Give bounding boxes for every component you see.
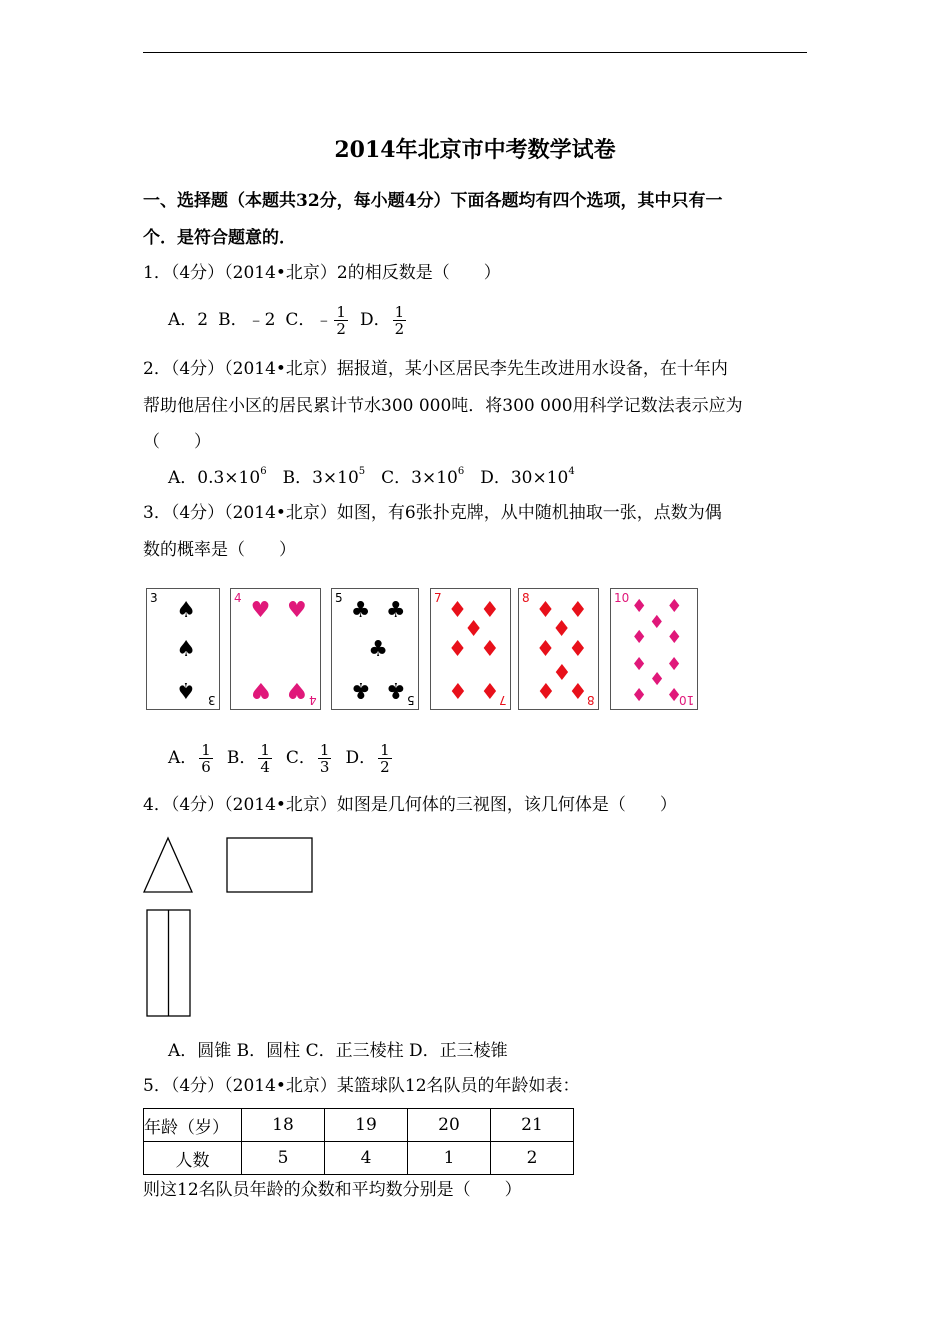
card-suit-pip: ♦	[480, 677, 500, 703]
card-suit-pip: ♦	[568, 637, 588, 662]
card-rank-bottom: 5	[407, 693, 415, 707]
card-suit-pip: ♦	[631, 596, 648, 618]
card-rank-top: 4	[234, 591, 242, 605]
card-suit-pip: ♥	[250, 677, 271, 703]
card-suit-pip: ♦	[666, 682, 683, 704]
card-suit-pip: ♦	[631, 626, 648, 648]
playing-card	[518, 588, 599, 710]
card-suit-pip: ♦	[551, 657, 572, 683]
playing-card	[146, 588, 220, 710]
section-heading-line1: 一、选择题（本题共32分，每小题4分）下面各题均有四个选项，其中只有一	[143, 191, 723, 211]
card-suit-pip: ♦	[631, 682, 648, 704]
card-suit-pip: ♣	[368, 637, 389, 662]
card-suit-pip: ♦	[551, 617, 572, 643]
card-rank-top: 8	[522, 591, 530, 605]
card-suit-pip: ♦	[568, 597, 588, 623]
question-1-stem: 1．（4分）（2014•北京）2的相反数是（ ）	[143, 263, 501, 283]
question-3-options	[168, 738, 394, 778]
q2-option-d: D．$30\times 10^4$	[480, 466, 575, 488]
three-view-figure	[140, 834, 320, 1020]
card-rank-top: 5	[335, 591, 343, 605]
question-2-line1: 2．（4分）（2014•北京）据报道，某小区居民李先生改进用水设备，在十年内	[143, 359, 728, 379]
card-suit-pip: ♦	[535, 597, 556, 623]
card-rank-bottom: 10	[678, 693, 694, 707]
question-3-line1: 3．（4分）（2014•北京）如图，有6张扑克牌，从中随机抽取一张，点数为偶	[143, 503, 722, 523]
front-view-triangle	[144, 838, 192, 892]
card-suit-pip: ♣	[385, 677, 406, 703]
table-row	[144, 1109, 574, 1142]
table-row	[144, 1142, 574, 1175]
question-4-stem: 4．（4分）（2014•北京）如图是几何体的三视图，该几何体是（ ）	[143, 795, 677, 815]
card-suit-pip: ♦	[535, 637, 556, 662]
card-suit-pip: ♦	[447, 597, 468, 623]
card-rank-top: 7	[434, 591, 442, 605]
card-suit-pip: ♦	[480, 597, 500, 623]
table-cell: 20	[408, 1109, 491, 1142]
card-suit-pip: ♠	[176, 677, 197, 703]
card-suit-pip: ♠	[176, 637, 197, 662]
card-suit-pip: ♦	[666, 626, 683, 648]
card-suit-pip: ♥	[287, 597, 307, 623]
table-cell: 21	[491, 1109, 574, 1142]
card-rank-top: 10	[614, 591, 630, 605]
card-suit-pip: ♦	[648, 666, 665, 688]
question-4-options: A．圆锥 B．圆柱 C．正三棱柱 D．正三棱锥	[168, 1041, 508, 1061]
q3-option-d: D． $\frac{1}{2}$	[345, 741, 390, 776]
card-suit-pip: ♦	[568, 677, 588, 703]
question-2-options	[168, 467, 575, 489]
q2-option-a: A．$0.3\times 10^6$	[168, 466, 267, 488]
card-suit-pip: ♦	[631, 652, 648, 674]
card-rank-top: 3	[150, 591, 158, 605]
card-rank-bottom: 8	[587, 693, 595, 707]
question-2-line2: 帮助他居住小区的居民累计节水300 000吨．将300 000用科学记数法表示应为	[143, 396, 743, 416]
card-suit-pip: ♣	[385, 597, 406, 623]
table-cell: 2	[491, 1142, 574, 1175]
q1-option-b: B．﹣2	[218, 310, 276, 330]
table-cell: 1	[408, 1142, 491, 1175]
card-suit-pip: ♦	[447, 637, 468, 662]
table-header-count: 人数	[144, 1142, 242, 1175]
page-title: 2014年北京市中考数学试卷	[334, 137, 616, 163]
playing-card	[430, 588, 511, 710]
section-heading-line2: 个．是符合题意的．	[143, 228, 296, 248]
card-suit-pip: ♦	[535, 677, 556, 703]
card-suit-pip: ♣	[350, 677, 371, 703]
question-5-stem: 5．（4分）（2014•北京）某篮球队12名队员的年龄如表：	[143, 1076, 580, 1096]
card-suit-pip: ♦	[447, 677, 468, 703]
card-rank-bottom: 7	[499, 693, 507, 707]
q1-option-a: A．2	[168, 310, 209, 330]
q3-option-b: B． $\frac{1}{4}$	[226, 741, 270, 776]
card-rank-bottom: 3	[208, 693, 216, 707]
question-2-line3: （ ）	[143, 432, 211, 452]
card-suit-pip: ♠	[176, 597, 197, 623]
table-cell: 5	[242, 1142, 325, 1175]
playing-card	[230, 588, 321, 710]
q2-option-b: B．$3\times 10^5$	[282, 466, 366, 488]
card-suit-pip: ♦	[463, 617, 484, 643]
age-table	[143, 1108, 574, 1175]
card-suit-pip: ♥	[250, 597, 271, 623]
card-suit-pip: ♦	[666, 652, 683, 674]
card-suit-pip: ♦	[666, 596, 683, 618]
card-suit-pip: ♥	[287, 677, 307, 703]
table-cell: 18	[242, 1109, 325, 1142]
question-3-line2: 数的概率是（ ）	[143, 540, 296, 560]
q2-option-c: C．$3\times 10^6$	[381, 466, 465, 488]
question-1-options	[168, 302, 408, 338]
playing-card	[331, 588, 419, 710]
table-cell: 4	[325, 1142, 408, 1175]
card-suit-pip: ♦	[480, 637, 500, 662]
header-rule	[143, 52, 807, 53]
question-5-followup: 则这12名队员年龄的众数和平均数分别是（ ）	[143, 1180, 522, 1200]
q3-option-a: A． $\frac{1}{6}$	[168, 741, 211, 776]
q1-option-c: C．﹣ $\frac{1}{2}$	[285, 303, 346, 338]
table-header-age: 年龄（岁）	[144, 1109, 242, 1142]
q1-option-d: D． $\frac{1}{2}$	[359, 303, 405, 338]
card-rank-bottom: 4	[309, 693, 317, 707]
table-cell: 19	[325, 1109, 408, 1142]
side-view-rectangle	[227, 838, 312, 892]
card-suit-pip: ♣	[350, 597, 371, 623]
card-suit-pip: ♦	[648, 612, 665, 634]
q3-option-c: C． $\frac{1}{3}$	[285, 741, 330, 776]
playing-card	[610, 588, 698, 710]
